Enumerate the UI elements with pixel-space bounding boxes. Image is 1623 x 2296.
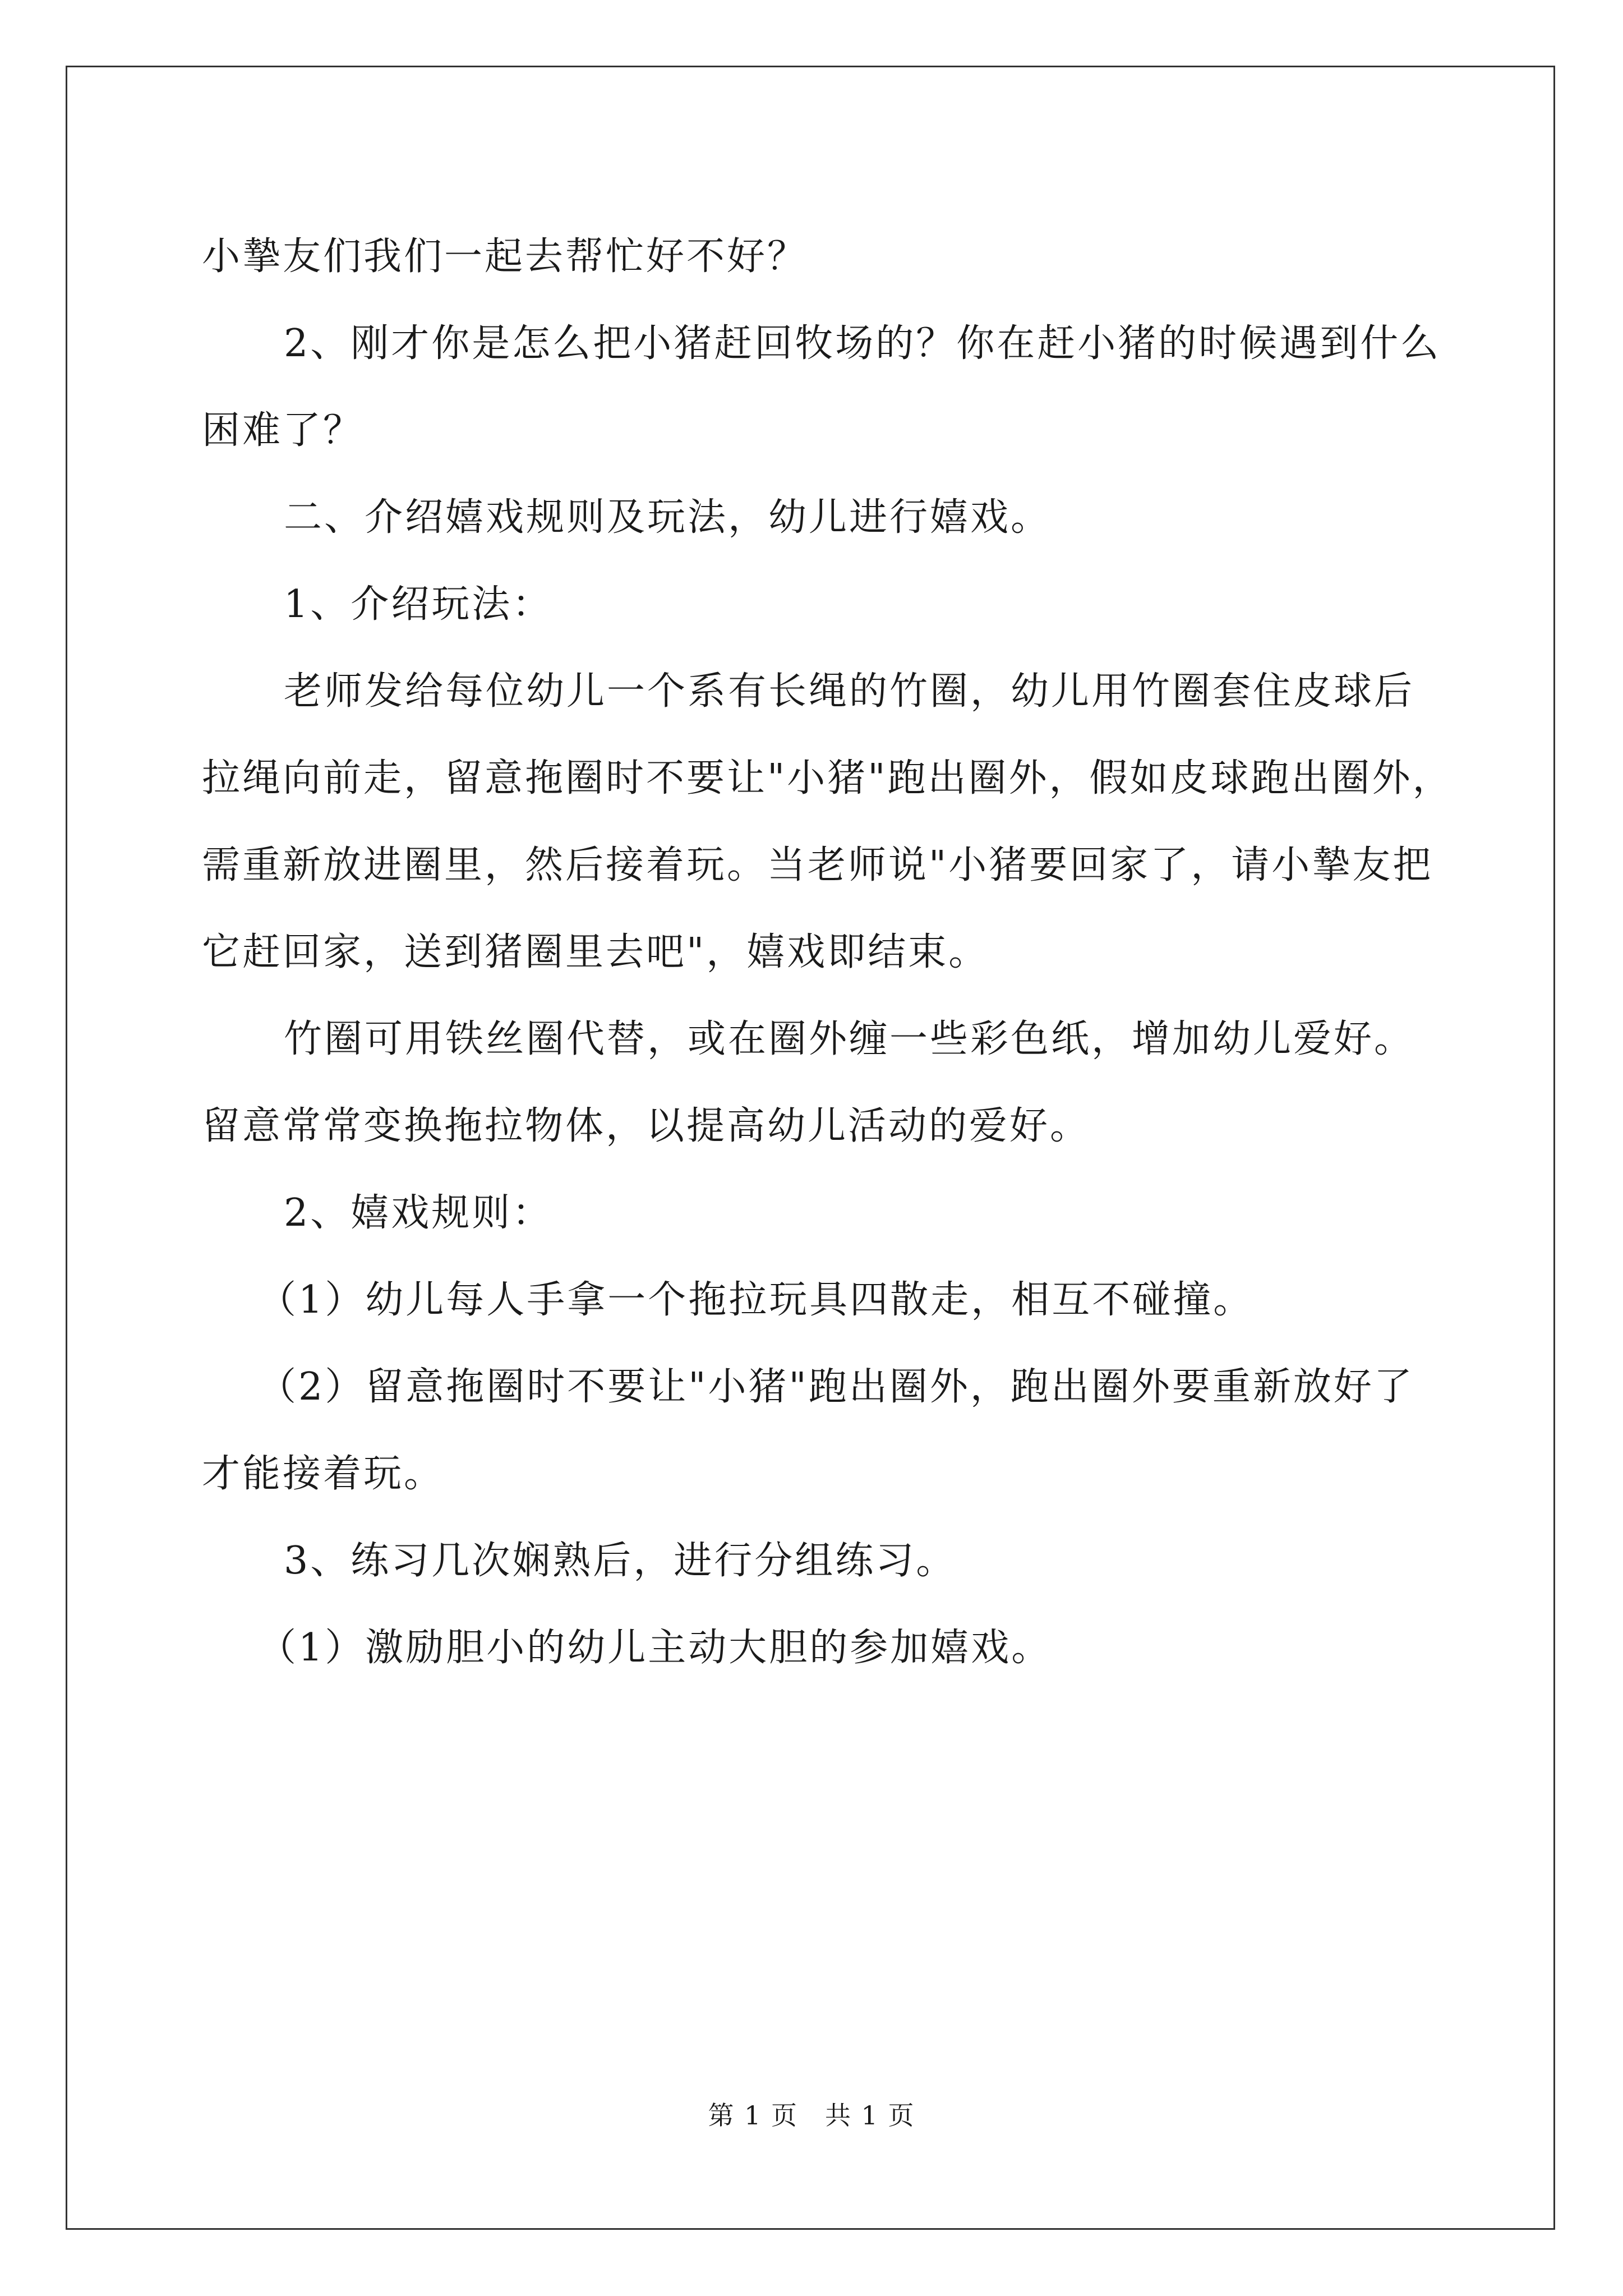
list-item: （1）幼儿每人手拿一个拖拉玩具四散走，相互不碰撞。 (258, 1278, 1254, 1322)
subsection-heading: 3、练习几次娴熟后，进行分组练习。 (284, 1539, 957, 1583)
paragraph-line: 2、刚才你是怎么把小猪赶回牧场的？你在赶小猪的时候遇到什么 (284, 321, 1441, 366)
subsection-heading: 2、嬉戏规则： (284, 1191, 553, 1235)
paragraph-line: 小摯友们我们一起去帮忙好不好？ (202, 234, 808, 279)
paragraph-line: 留意常常变换拖拉物体，以提高幼儿活动的爱好。 (202, 1104, 1091, 1148)
paragraph-line: 需重新放进圈里，然后接着玩。当老师说"小猪要回家了，请小摯友把 (202, 843, 1433, 887)
paragraph-line: 困难了？ (202, 408, 364, 453)
list-item: （2）留意拖圈时不要让"小猪"跑出圈外，跑出圈外要重新放好了 (258, 1365, 1414, 1409)
section-heading: 二、介绍嬉戏规则及玩法，幼儿进行嬉戏。 (284, 495, 1052, 540)
paragraph-line: 拉绳向前走，留意拖圈时不要让"小猪"跑出圈外，假如皮球跑出圈外， (202, 756, 1453, 800)
list-item: （1）激励胆小的幼儿主动大胆的参加嬉戏。 (258, 1626, 1052, 1670)
document-body (202, 213, 1453, 1691)
page-number-footer: 第 1 页 共 1 页 (708, 2100, 915, 2131)
subsection-heading: 1、介绍玩法： (284, 582, 553, 627)
paragraph-line: 它赶回家，送到猪圈里去吧"，嬉戏即结束。 (202, 930, 989, 974)
paragraph-line: 才能接着玩。 (202, 1452, 445, 1496)
paragraph-line: 老师发给每位幼儿一个系有长绳的竹圈，幼儿用竹圈套住皮球后 (284, 669, 1415, 714)
paragraph-line: 竹圈可用铁丝圈代替，或在圈外缠一些彩色纸，增加幼儿爱好。 (284, 1017, 1415, 1061)
